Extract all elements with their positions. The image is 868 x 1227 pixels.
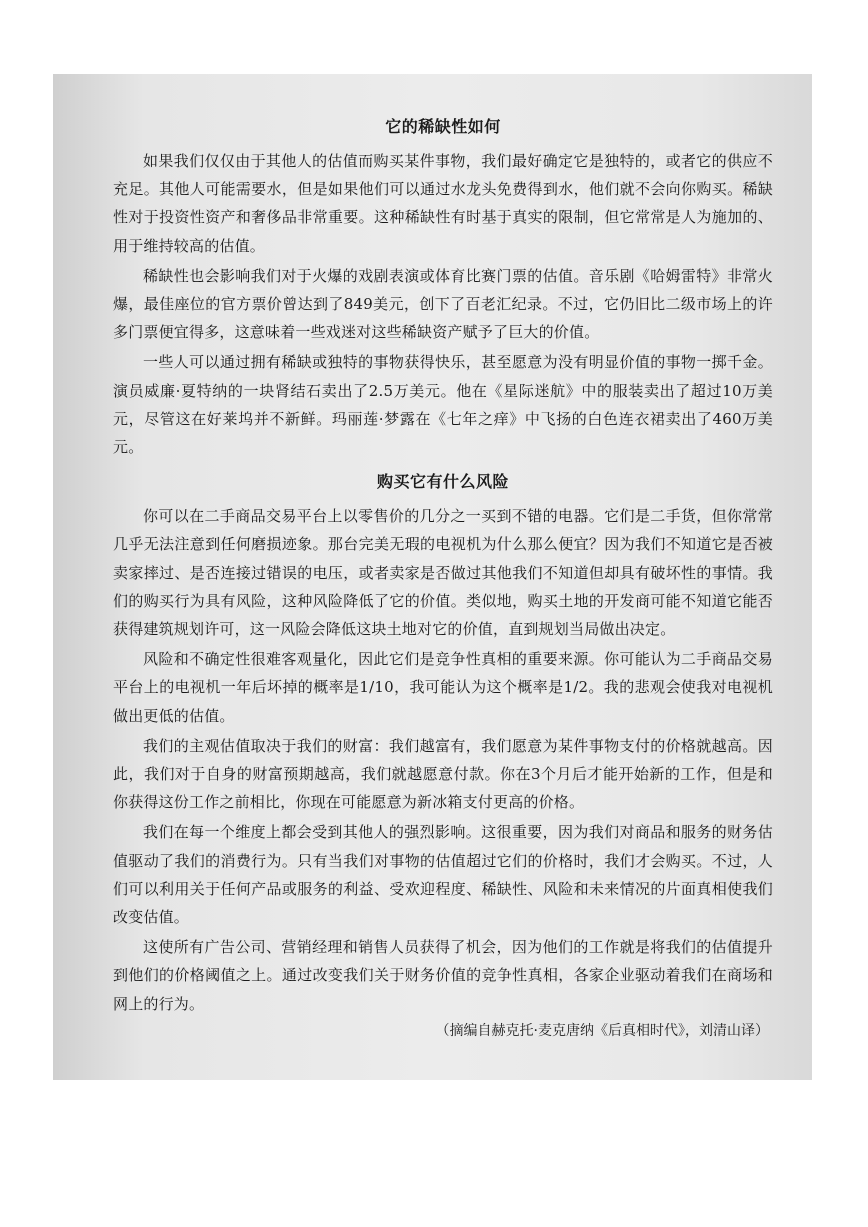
paragraph: 你可以在二手商品交易平台上以零售价的几分之一买到不错的电器。它们是二手货，但你常常几乎无法注意到任何磨损迹象。那台完美无瑕的电视机为什么那么便宜？因为我们不知道它是否被卖家摔过、是否连接过错误的电压，或者卖家是否做过其他我们不知道但却具有破坏性的事情。我们的购买行为具有风险，这种风险降低了它的价值。类似地，购买土地的开发商可能不知道它能否获得建筑规划许可，这一风险会降低这块土地对它的价值，直到规划当局做出决定。: [113, 507, 773, 639]
document-page: [113, 114, 773, 1042]
paragraph: 一些人可以通过拥有稀缺或独特的事物获得快乐，甚至愿意为没有明显价值的事物一掷千金。演员威廉·夏特纳的一块肾结石卖出了2.5万美元。他在《星际迷航》中的服装卖出了超过10万美元，尽管这在好莱坞并不新鲜。玛丽莲·梦露在《七年之痒》中飞扬的白色连衣裙卖出了460万美元。: [113, 353, 773, 457]
section-heading-risk: 购买它有什么风险: [376, 472, 509, 492]
paragraph: 风险和不确定性很难客观量化，因此它们是竞争性真相的重要来源。你可能认为二手商品交易平台上的电视机一年后坏掉的概率是1/10，我可能认为这个概率是1/2。我的悲观会使我对电视机做出更低的估值。: [113, 650, 773, 725]
paragraph: 我们在每一个维度上都会受到其他人的强烈影响。这很重要，因为我们对商品和服务的财务估值驱动了我们的消费行为。只有当我们对事物的估值超过它们的价格时，我们才会购买。不过，人们可以利用关于任何产品或服务的利益、受欢迎程度、稀缺性、风险和未来情况的片面真相使我们改变估值。: [113, 823, 773, 927]
section-heading-scarcity: 它的稀缺性如何: [385, 117, 501, 136]
source-citation: （摘编自赫克托·麦克唐纳《后真相时代》，刘清山译）: [435, 1022, 769, 1039]
paragraph: 如果我们仅仅由于其他人的估值而购买某件事物，我们最好确定它是独特的，或者它的供应不充足。其他人可能需要水，但是如果他们可以通过水龙头免费得到水，他们就不会向你购买。稀缺性对于投资性资产和奢侈品非常重要。这种稀缺性有时基于真实的限制，但它常常是人为施加的、用于维持较高的估值。: [113, 152, 773, 255]
paragraph: 我们的主观估值取决于我们的财富：我们越富有，我们愿意为某件事物支付的价格就越高。因此，我们对于自身的财富预期越高，我们就越愿意付款。你在3个月后才能开始新的工作，但是和你获得这份工作之前相比，你现在可能愿意为新冰箱支付更高的价格。: [113, 736, 773, 812]
paragraph: 稀缺性也会影响我们对于火爆的戏剧表演或体育比赛门票的估值。音乐剧《哈姆雷特》非常火爆，最佳座位的官方票价曾达到了849美元，创下了百老汇纪录。不过，它仍旧比二级市场上的许多门票便宜得多，这意味着一些戏迷对这些稀缺资产赋予了巨大的价值。: [113, 266, 773, 342]
paragraph: 这使所有广告公司、营销经理和销售人员获得了机会，因为他们的工作就是将我们的估值提升到他们的价格阈值之上。通过改变我们关于财务价值的竞争性真相，各家企业驱动着我们在商场和网上的行为。: [113, 938, 773, 1013]
scanned-page-photo: [53, 74, 812, 1080]
